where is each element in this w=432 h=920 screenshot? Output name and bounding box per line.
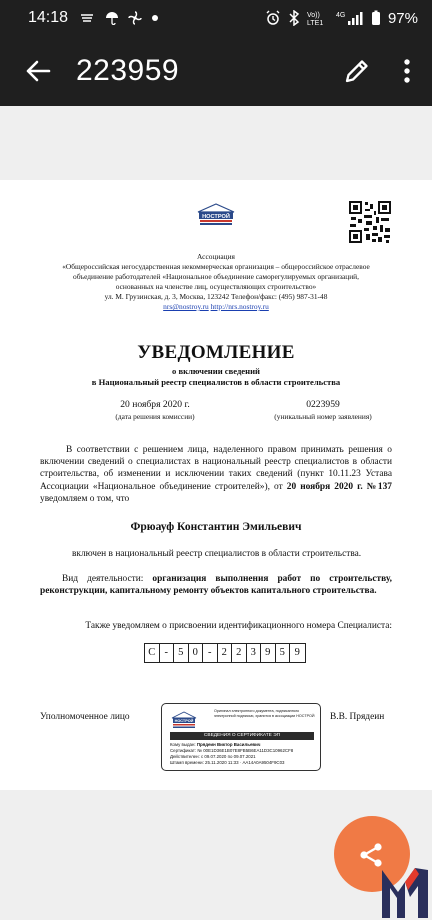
association-line: «Общероссийская негосударственная некоммерческая организация – общероссийское отраслевое: [62, 262, 370, 271]
umbrella-icon: [105, 11, 119, 25]
id-char: 0: [189, 644, 204, 662]
main-paragraph-text: В соответствии с решением лица, наделенного правом принимать решения о включении сведений о специалистах в национальный реестр специалистов в области строительства, об изменении и исключении таких сведений (пункт 10.11.23 Устава Ассоциации «Национальное объединение строителей»), от: [40, 445, 392, 492]
status-left-icons: [78, 11, 159, 25]
id-assignment-notice: Также уведомляем о присвоении идентификационного номера Специалиста:: [85, 621, 392, 631]
application-number: 0223959: [306, 399, 340, 410]
document-subheading: в Национальный реестр специалистов в области строительства: [91, 377, 341, 387]
id-char: 9: [294, 647, 300, 658]
stamp-owner-value: Прядеин Виктор Васильевич: [196, 742, 261, 747]
activity-value: организация выполнения работ по строительству, реконструкции, капитальному ремонту объектов капитального строительства.: [40, 574, 392, 596]
volte-icon: [307, 10, 329, 26]
stamp-cert: Сертификат: № 00E1D36E1B07E8FB5B6EA11D3C10962CF8: [170, 748, 294, 753]
more-options-button[interactable]: [382, 36, 432, 106]
svg-text:LTE1: LTE1: [306, 20, 324, 26]
association-header: [30, 252, 402, 312]
stamp-timestamp: Штамп времени: 25.11.2020 11:33 · AA14A0A9504F9C03: [170, 760, 285, 765]
association-address: ул. М. Грузинская, д. 3, Москва, 123242 Телефон/факс: (495) 987-31-48: [104, 292, 328, 301]
bluetooth-icon: [288, 10, 300, 26]
svg-text:4G: 4G: [335, 12, 346, 19]
qr-code: [348, 200, 392, 244]
id-char: -: [160, 644, 175, 662]
application-number-caption: (уникальный номер заявления): [274, 412, 372, 421]
weather-icon: [78, 11, 96, 25]
signal-4g-icon: [336, 10, 364, 26]
m-logo-icon: [378, 864, 432, 920]
stamp-bar: СВЕДЕНИЯ О СЕРТИФИКАТЕ ЭП: [170, 732, 314, 740]
id-char: -: [203, 644, 218, 662]
association-line: объединение работодателей «Национальное объединение саморегулируемых организаций,: [73, 272, 359, 281]
decision-date-caption: (дата решения комиссии): [115, 412, 195, 421]
activity-type: [40, 573, 392, 597]
email-link[interactable]: nrs@nostroy.ru: [163, 302, 209, 311]
dot-icon: [151, 14, 159, 22]
specialist-id-boxes: [144, 643, 306, 663]
stamp-logo-text: НОСТРОЙ: [174, 719, 194, 723]
document-heading: УВЕДОМЛЕНИЕ: [137, 342, 295, 363]
edit-button[interactable]: [332, 36, 382, 106]
app-bar: [0, 36, 432, 106]
nostroy-logo: [195, 202, 237, 228]
decision-date: 20 ноября 2020 г.: [120, 399, 190, 410]
share-fab[interactable]: [334, 816, 432, 920]
activity-label: Вид деятельности:: [62, 574, 144, 584]
battery-icon: [371, 10, 381, 26]
id-char: 2: [218, 644, 233, 662]
id-char: 2: [232, 644, 247, 662]
id-char: 9: [261, 644, 276, 662]
status-right-icons: [265, 10, 418, 27]
stamp-details: [170, 742, 316, 766]
signer-name: В.В. Прядеин: [330, 712, 385, 722]
included-statement: включен в национальный реестр специалистов в области строительства.: [72, 549, 362, 559]
svg-text:Vo)): Vo)): [306, 12, 320, 19]
document-subheading: о включении сведений: [172, 366, 260, 376]
signer-role: Уполномоченное лицо: [40, 712, 130, 722]
id-char: 5: [174, 644, 189, 662]
document-title: 223959: [76, 54, 180, 87]
main-paragraph-date: 20 ноября 2020 г. №137: [286, 481, 392, 492]
main-paragraph-end: уведомляем о том, что: [40, 493, 130, 504]
back-arrow-icon: [25, 59, 51, 83]
specialist-name: Фрюауф Константин Эмильевич: [130, 521, 302, 533]
stamp-owner-label: Кому выдан:: [170, 742, 196, 747]
battery-percent: 97%: [387, 9, 418, 27]
status-bar: [0, 0, 432, 36]
association-label: Ассоциация: [197, 252, 235, 261]
fan-icon: [128, 11, 142, 25]
main-paragraph: [40, 444, 392, 505]
back-button[interactable]: [0, 36, 76, 106]
stamp-logo: [170, 711, 198, 729]
id-char: 5: [276, 644, 291, 662]
document-page[interactable]: [0, 180, 432, 790]
logo-text: НОСТРОЙ: [202, 213, 230, 220]
id-char: 3: [247, 644, 262, 662]
website-link[interactable]: http://nrs.nostroy.ru: [210, 302, 269, 311]
association-line: основанных на членстве лиц, осуществляющих строительство»: [115, 282, 317, 291]
id-char: С: [145, 644, 160, 662]
e-signature-stamp: [161, 703, 321, 771]
more-vertical-icon: [403, 58, 411, 84]
edit-pencil-icon: [343, 57, 371, 85]
stamp-valid: Действителен: с 09.07.2020 по 09.07.2021: [170, 754, 256, 759]
alarm-icon: [265, 10, 281, 26]
stamp-text: Оригинал электронного документа, подписанного электронной подписью, хранится в ассоциации НОСТРОЙ: [214, 709, 315, 718]
status-time: 14:18: [28, 9, 69, 26]
association-contacts: [30, 302, 402, 312]
